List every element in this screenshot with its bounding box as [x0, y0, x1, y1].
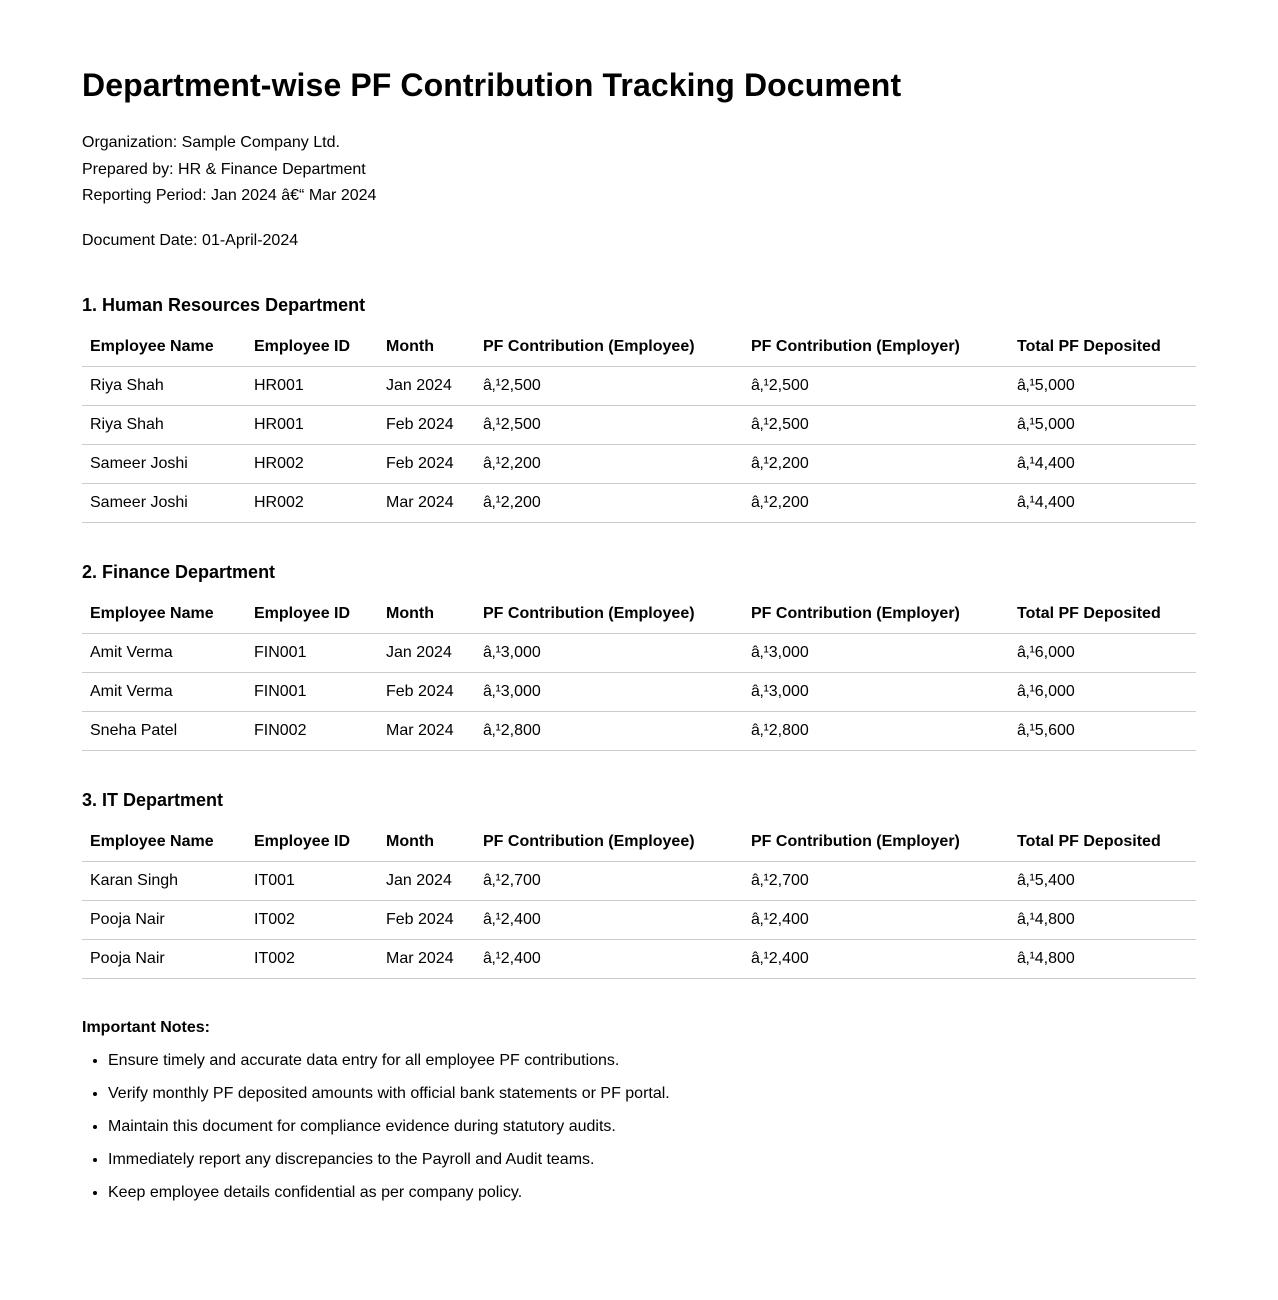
document-date-line: Document Date: 01-April-2024 [82, 231, 299, 249]
pf-table-it [82, 823, 1196, 979]
employee-name-cell: Pooja Nair [82, 900, 246, 939]
pf-employer-cell: â‚¹2,400 [743, 939, 1009, 978]
column-header: PF Contribution (Employer) [743, 328, 1009, 367]
pf-total-cell: â‚¹6,000 [1009, 672, 1196, 711]
list-item: • Immediately report any discrepancies to the Payroll and Audit teams. [108, 1150, 1196, 1170]
pf-employer-cell: â‚¹2,400 [743, 900, 1009, 939]
month-cell: Mar 2024 [378, 483, 475, 522]
column-header: Employee Name [82, 328, 246, 367]
month-cell: Mar 2024 [378, 711, 475, 750]
column-header: PF Contribution (Employer) [743, 823, 1009, 862]
table-row [82, 633, 1196, 672]
table-row [82, 405, 1196, 444]
month-cell: Mar 2024 [378, 939, 475, 978]
pf-table-hr [82, 328, 1196, 523]
pf-total-cell: â‚¹5,600 [1009, 711, 1196, 750]
table-row [82, 900, 1196, 939]
table-header-row [82, 328, 1196, 367]
pf-employee-cell: â‚¹2,500 [475, 366, 743, 405]
pf-employer-cell: â‚¹2,800 [743, 711, 1009, 750]
pf-employer-cell: â‚¹2,500 [743, 366, 1009, 405]
employee-name-cell: Amit Verma [82, 633, 246, 672]
prepared-by-line: Prepared by: HR & Finance Department [82, 160, 366, 178]
month-cell: Feb 2024 [378, 444, 475, 483]
employee-name-cell: Amit Verma [82, 672, 246, 711]
employee-name-cell: Sneha Patel [82, 711, 246, 750]
table-row [82, 861, 1196, 900]
employee-name-cell: Pooja Nair [82, 939, 246, 978]
employee-id-cell: IT001 [246, 861, 378, 900]
pf-total-cell: â‚¹5,400 [1009, 861, 1196, 900]
section-title-it: 3. IT Department [82, 789, 224, 810]
month-cell: Jan 2024 [378, 861, 475, 900]
column-header: PF Contribution (Employee) [475, 595, 743, 634]
pf-employer-cell: â‚¹2,500 [743, 405, 1009, 444]
pf-total-cell: â‚¹5,000 [1009, 405, 1196, 444]
section-title-hr: 1. Human Resources Department [82, 294, 366, 315]
pf-employee-cell: â‚¹3,000 [475, 633, 743, 672]
month-cell: Jan 2024 [378, 633, 475, 672]
pf-table-finance [82, 595, 1196, 751]
organization-line: Organization: Sample Company Ltd. [82, 134, 340, 151]
pf-employer-cell: â‚¹3,000 [743, 633, 1009, 672]
pf-employer-cell: â‚¹2,200 [743, 444, 1009, 483]
employee-id-cell: HR001 [246, 366, 378, 405]
employee-name-cell: Riya Shah [82, 405, 246, 444]
list-item: • Keep employee details confidential as per company policy. [108, 1183, 1196, 1203]
pf-employee-cell: â‚¹2,700 [475, 861, 743, 900]
pf-total-cell: â‚¹4,800 [1009, 900, 1196, 939]
notes-list [82, 1051, 1196, 1203]
employee-id-cell: FIN001 [246, 633, 378, 672]
employee-name-cell: Karan Singh [82, 861, 246, 900]
table-header-row [82, 823, 1196, 862]
column-header: Employee Name [82, 823, 246, 862]
pf-employee-cell: â‚¹2,500 [475, 405, 743, 444]
column-header: Employee ID [246, 328, 378, 367]
month-cell: Feb 2024 [378, 405, 475, 444]
column-header: PF Contribution (Employee) [475, 328, 743, 367]
table-row [82, 672, 1196, 711]
table-row [82, 444, 1196, 483]
pf-employee-cell: â‚¹2,400 [475, 900, 743, 939]
column-header: Total PF Deposited [1009, 328, 1196, 367]
column-header: Employee Name [82, 595, 246, 634]
employee-id-cell: IT002 [246, 900, 378, 939]
pf-employee-cell: â‚¹2,200 [475, 483, 743, 522]
column-header: Month [378, 328, 475, 367]
table-row [82, 711, 1196, 750]
pf-employer-cell: â‚¹3,000 [743, 672, 1009, 711]
pf-employee-cell: â‚¹2,200 [475, 444, 743, 483]
column-header: Employee ID [246, 595, 378, 634]
list-item: • Ensure timely and accurate data entry for all employee PF contributions. [108, 1051, 1196, 1071]
table-row [82, 939, 1196, 978]
section-title-finance: 2. Finance Department [82, 561, 276, 582]
column-header: PF Contribution (Employee) [475, 823, 743, 862]
pf-total-cell: â‚¹4,400 [1009, 483, 1196, 522]
table-header-row [82, 595, 1196, 634]
pf-employee-cell: â‚¹2,400 [475, 939, 743, 978]
notes-title: Important Notes: [82, 1018, 210, 1036]
document-title: Department-wise PF Contribution Tracking Document [82, 67, 902, 103]
employee-id-cell: FIN001 [246, 672, 378, 711]
month-cell: Jan 2024 [378, 366, 475, 405]
employee-id-cell: HR002 [246, 444, 378, 483]
column-header: PF Contribution (Employer) [743, 595, 1009, 634]
column-header: Month [378, 595, 475, 634]
list-item: • Maintain this document for compliance evidence during statutory audits. [108, 1117, 1196, 1137]
pf-employee-cell: â‚¹2,800 [475, 711, 743, 750]
month-cell: Feb 2024 [378, 900, 475, 939]
month-cell: Feb 2024 [378, 672, 475, 711]
column-header: Total PF Deposited [1009, 595, 1196, 634]
reporting-period-line: Reporting Period: Jan 2024 â€“ Mar 2024 [82, 187, 377, 204]
employee-name-cell: Sameer Joshi [82, 483, 246, 522]
document-meta [82, 130, 1196, 210]
pf-total-cell: â‚¹4,400 [1009, 444, 1196, 483]
column-header: Total PF Deposited [1009, 823, 1196, 862]
list-item: • Verify monthly PF deposited amounts with official bank statements or PF portal. [108, 1084, 1196, 1104]
employee-id-cell: IT002 [246, 939, 378, 978]
pf-total-cell: â‚¹4,800 [1009, 939, 1196, 978]
pf-employer-cell: â‚¹2,200 [743, 483, 1009, 522]
pf-employer-cell: â‚¹2,700 [743, 861, 1009, 900]
employee-id-cell: HR002 [246, 483, 378, 522]
employee-name-cell: Riya Shah [82, 366, 246, 405]
employee-id-cell: FIN002 [246, 711, 378, 750]
employee-name-cell: Sameer Joshi [82, 444, 246, 483]
employee-id-cell: HR001 [246, 405, 378, 444]
pf-total-cell: â‚¹6,000 [1009, 633, 1196, 672]
pf-total-cell: â‚¹5,000 [1009, 366, 1196, 405]
column-header: Month [378, 823, 475, 862]
column-header: Employee ID [246, 823, 378, 862]
table-row [82, 366, 1196, 405]
pf-employee-cell: â‚¹3,000 [475, 672, 743, 711]
table-row [82, 483, 1196, 522]
